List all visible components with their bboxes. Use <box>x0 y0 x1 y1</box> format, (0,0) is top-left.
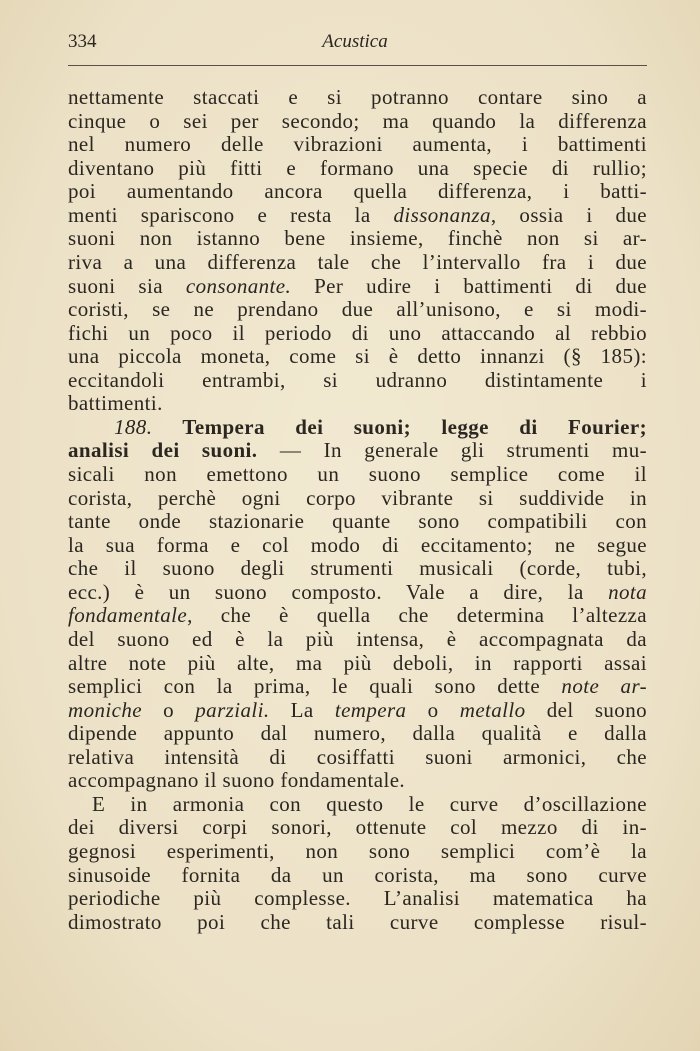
text-segment: eccitandoli entrambi, si udranno distintamente i <box>68 367 647 392</box>
text-line <box>68 557 647 581</box>
text-segment: altre note più alte, ma più deboli, in rapporti assai <box>68 650 647 675</box>
text-line <box>68 439 647 463</box>
text-segment: battimenti. <box>68 391 163 416</box>
text-segment: , che è quella che determina l’altezza <box>187 603 647 628</box>
text-segment: E in armonia con questo le curve d’oscillazione <box>92 791 647 816</box>
text-segment: cinque o sei per secondo; ma quando la differenza <box>68 108 647 133</box>
bold-text: Tempera dei suoni; legge di Fourier; <box>152 414 647 439</box>
text-line <box>68 722 647 746</box>
text-line <box>68 180 647 204</box>
text-line <box>68 133 647 157</box>
text-segment: poi aumentando ancora quella differenza, i batti- <box>68 179 647 204</box>
italic-text: 188. <box>114 414 153 439</box>
italic-text: nota <box>608 579 647 604</box>
text-segment: del suono <box>525 697 647 722</box>
text-segment: La <box>269 697 335 722</box>
text-line <box>68 769 647 793</box>
italic-text: tempera <box>334 697 407 722</box>
text-segment: relativa intensità di cosiffatti suoni armonici, che <box>68 744 647 769</box>
text-line <box>68 275 647 299</box>
text-segment: sicali non emettono un suono semplice come il <box>68 462 647 486</box>
text-line <box>68 652 647 676</box>
text-segment: menti spariscono e resta la <box>68 202 394 227</box>
text-segment: ecc.) è un suono composto. Vale a dire, la <box>68 579 609 604</box>
header-rule <box>68 65 647 66</box>
text-line <box>68 251 647 275</box>
text-line <box>68 157 647 181</box>
text-segment: diventano più fitti e formano una specie di rullio; <box>68 155 647 180</box>
text-segment: la sua forma e col modo di eccitamento; ne segue <box>68 532 647 557</box>
text-segment: Per udire i battimenti di due <box>291 273 647 298</box>
bold-text: analisi dei suoni. <box>68 438 258 463</box>
text-line <box>68 322 647 346</box>
text-line <box>68 110 647 134</box>
text-segment: riva a una differenza tale che l’intervallo fra i due <box>68 249 647 274</box>
text-line <box>68 816 647 840</box>
text-segment: una piccola moneta, come si è detto innanzi (§ 185): <box>68 344 647 369</box>
text-segment: suoni non istanno bene insieme, finchè non si ar- <box>68 226 647 251</box>
text-line <box>68 911 647 935</box>
text-segment: semplici con la prima, le quali sono dette <box>68 674 562 699</box>
page-number: 334 <box>68 31 97 52</box>
body-text <box>68 86 647 934</box>
italic-text: note ar- <box>561 674 647 699</box>
text-line <box>68 369 647 393</box>
text-segment: accompagnano il suono fondamentale. <box>68 768 406 793</box>
italic-text: moniche <box>68 697 142 722</box>
italic-text: dissonanza <box>393 202 491 227</box>
text-segment: coristi, se ne prendano due all’unisono, e si modi- <box>68 297 647 322</box>
italic-text: metallo <box>459 697 526 722</box>
text-segment: che il suono degli strumenti musicali (corde, tubi, <box>68 556 647 581</box>
text-segment: sinusoide fornita da un corista, ma sono curve <box>68 862 647 887</box>
running-title: Acustica <box>322 31 388 52</box>
text-line <box>68 581 647 605</box>
text-segment: nel numero delle vibrazioni aumenta, i battimenti <box>68 132 647 157</box>
text-line <box>68 463 647 487</box>
text-segment: dimostrato poi che tali curve complesse risul- <box>68 909 647 934</box>
text-segment: fichi un poco il periodo di uno attaccando al rebbio <box>68 320 647 345</box>
text-segment: o <box>406 697 460 722</box>
text-segment: tante onde stazionarie quante sono compatibili con <box>68 509 647 534</box>
text-line <box>68 628 647 652</box>
text-segment: periodiche più complesse. L’analisi matematica ha <box>68 886 647 911</box>
text-line <box>68 840 647 864</box>
text-segment: gegnosi esperimenti, non sono semplici com’è la <box>68 839 647 863</box>
text-line <box>68 416 647 440</box>
text-line <box>68 204 647 228</box>
text-segment: — In generale gli strumenti mu- <box>257 438 647 463</box>
italic-text: consonante. <box>185 273 292 298</box>
text-segment: o <box>141 697 196 722</box>
text-line <box>68 675 647 699</box>
text-segment: dei diversi corpi sonori, ottenute col mezzo di in- <box>68 815 647 840</box>
text-line <box>68 604 647 628</box>
text-segment: , ossia i due <box>490 202 647 227</box>
text-line <box>68 227 647 251</box>
text-segment: corista, perchè ogni corpo vibrante si suddivide in <box>68 485 647 510</box>
text-segment: dipende appunto dal numero, dalla qualità e dalla <box>68 721 647 746</box>
text-line <box>68 746 647 770</box>
text-line <box>68 345 647 369</box>
text-line <box>68 298 647 322</box>
text-segment: del suono ed è la più intensa, è accompagnata da <box>68 626 647 651</box>
italic-text: parziali. <box>195 697 270 722</box>
text-line <box>68 887 647 911</box>
text-line <box>68 487 647 511</box>
text-line <box>68 699 647 723</box>
text-line <box>68 510 647 534</box>
text-line <box>68 392 647 416</box>
italic-text: fondamentale <box>68 603 188 628</box>
text-segment: suoni sia <box>68 273 186 298</box>
text-line <box>68 86 647 110</box>
text-line <box>68 793 647 817</box>
text-line <box>68 864 647 888</box>
text-line <box>68 534 647 558</box>
text-segment: nettamente staccati e si potranno contare sino a <box>68 85 647 109</box>
